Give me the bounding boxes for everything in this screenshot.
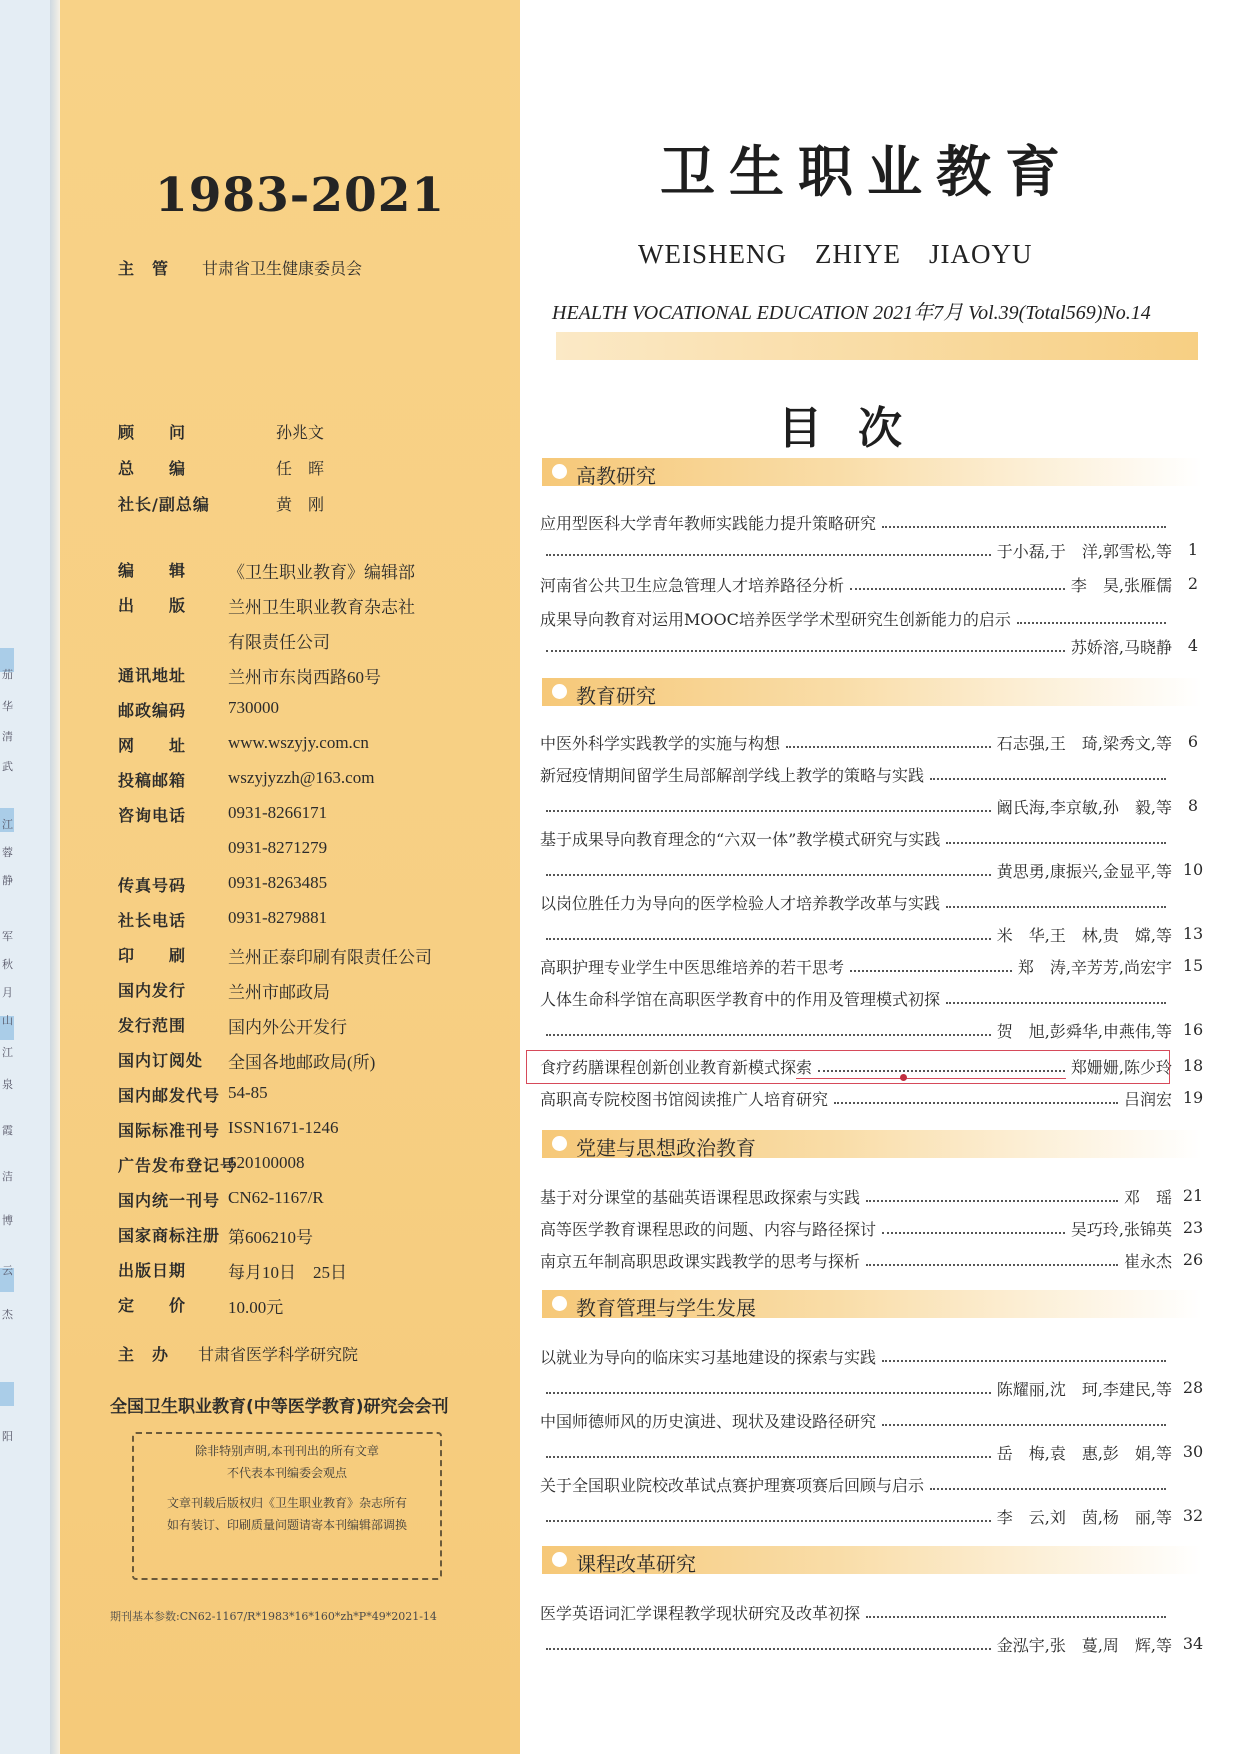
article-title: 高等医学教育课程思政的问题、内容与路径探讨 (540, 1219, 877, 1239)
dot-leader (546, 1638, 991, 1650)
spine-color-tab (0, 1382, 14, 1406)
info-value: 0931-8271279 (228, 838, 328, 857)
spine-character: 军 (2, 930, 13, 943)
page-number: 30 (1182, 1442, 1204, 1461)
page-number: 10 (1182, 860, 1204, 879)
article-authors: 黄思勇,康振兴,金显平,等 (996, 861, 1172, 881)
copyright-notice (132, 1432, 442, 1580)
bullet-icon (552, 684, 567, 699)
article-authors: 阚氏海,李京敏,孙 毅,等 (996, 797, 1172, 817)
info-value: 54-85 (228, 1083, 268, 1102)
article-title: 基于成果导向教育理念的“六双一体”教学模式研究与实践 (540, 829, 941, 849)
spine-character: 清 (2, 730, 13, 743)
page-number: 8 (1187, 796, 1199, 815)
spine-character: 武 (2, 760, 13, 773)
info-label: 出 版 (118, 596, 187, 615)
toc-section-header (542, 458, 1202, 486)
dot-leader (546, 1024, 991, 1036)
info-label: 发行范围 (118, 1016, 187, 1035)
info-label: 国内订阅处 (118, 1051, 204, 1070)
article-title: 以岗位胜任力为导向的医学检验人才培养教学改革与实践 (540, 893, 941, 913)
info-value: 0931-8263485 (228, 873, 328, 892)
info-label: 国家商标注册 (118, 1226, 221, 1245)
article-authors: 郑 涛,辛芳芳,尚宏宇 (1017, 957, 1172, 977)
info-label: 咨询电话 (118, 806, 187, 825)
highlight-underline (796, 1078, 1066, 1079)
page-number: 21 (1182, 1186, 1204, 1205)
sponsor-label: 主 办 (118, 1345, 170, 1364)
spine-character: 华 (2, 700, 13, 713)
info-label: 邮政编码 (118, 701, 187, 720)
info-value: www.wszyjy.com.cn (228, 733, 369, 752)
toc-entry-continuation (540, 858, 1172, 882)
info-value: 620100008 (228, 1153, 305, 1172)
page-number: 28 (1182, 1378, 1204, 1397)
page-number: 18 (1182, 1056, 1204, 1075)
spine-edge (50, 0, 60, 1754)
spine-character: 江 (2, 818, 13, 831)
association-line: 全国卫生职业教育(中等医学教育)研究会会刊 (110, 1397, 449, 1417)
staff-label: 总 编 (118, 459, 187, 478)
article-authors: 苏娇溶,马晓静 (1070, 637, 1172, 657)
info-label: 印 刷 (118, 946, 187, 965)
bullet-icon (552, 464, 567, 479)
dot-leader (546, 864, 991, 876)
info-value: ISSN1671-1246 (228, 1118, 339, 1137)
article-title: 河南省公共卫生应急管理人才培养路径分析 (540, 575, 845, 595)
info-value: 有限责任公司 (228, 633, 330, 652)
toc-entry-continuation (540, 1632, 1172, 1656)
article-authors: 金泓宇,张 蔓,周 辉,等 (996, 1635, 1172, 1655)
toc-section-title: 教育研究 (576, 684, 656, 708)
dot-leader (930, 768, 1166, 780)
info-label: 出版日期 (118, 1261, 187, 1280)
info-value: 每月10日 25日 (228, 1263, 347, 1282)
toc-section-title: 教育管理与学生发展 (576, 1296, 756, 1320)
info-label: 国际标准刊号 (118, 1121, 221, 1140)
article-authors: 吴巧玲,张锦英 (1070, 1219, 1172, 1239)
page-number: 1 (1187, 540, 1199, 559)
notice-line: 不代表本刊编委会观点 (226, 1466, 347, 1480)
dot-leader (882, 1222, 1065, 1234)
info-value: 730000 (228, 698, 279, 717)
article-title: 南京五年制高职思政课实践教学的思考与探析 (540, 1251, 861, 1271)
dot-leader (834, 1092, 1118, 1104)
spine-character: 杰 (2, 1308, 13, 1321)
dot-leader (866, 1254, 1118, 1266)
info-label: 国内发行 (118, 981, 187, 1000)
article-title: 新冠疫情期间留学生局部解剖学线上教学的策略与实践 (540, 765, 925, 785)
dot-leader (866, 1190, 1118, 1202)
dot-leader (946, 896, 1166, 908)
page-number: 19 (1182, 1088, 1204, 1107)
dot-leader (882, 1350, 1166, 1362)
toc-entry[interactable] (540, 826, 1172, 850)
info-value: 兰州正泰印刷有限责任公司 (228, 948, 432, 967)
page-number: 34 (1182, 1634, 1204, 1653)
dot-leader (850, 960, 1012, 972)
dot-leader (546, 800, 991, 812)
toc-entry[interactable] (540, 1600, 1172, 1624)
page-number: 6 (1187, 732, 1199, 751)
dot-leader (546, 928, 991, 940)
article-authors: 李 昊,张雁儒 (1070, 575, 1172, 595)
article-authors: 崔永杰 (1123, 1251, 1172, 1271)
info-label: 通讯地址 (118, 666, 187, 685)
info-value: 兰州卫生职业教育杂志社 (228, 598, 415, 617)
journal-title: 卫生职业教育 (660, 139, 1075, 204)
toc-entry[interactable] (540, 954, 1172, 978)
info-value: 全国各地邮政局(所) (228, 1053, 376, 1072)
article-authors: 贺 旭,彭舜华,申燕伟,等 (996, 1021, 1172, 1041)
dot-leader (946, 992, 1166, 1004)
article-authors: 岳 梅,袁 惠,彭 娟,等 (996, 1443, 1172, 1463)
bullet-icon (552, 1136, 567, 1151)
info-value: 0931-8266171 (228, 803, 328, 822)
page-number: 13 (1182, 924, 1204, 943)
article-authors: 吕润宏 (1123, 1089, 1172, 1109)
info-value: 第606210号 (228, 1228, 313, 1247)
article-authors: 邓 瑶 (1123, 1187, 1172, 1207)
toc-section-header (542, 1130, 1202, 1158)
toc-entry[interactable] (540, 890, 1172, 914)
toc-entry[interactable] (540, 1248, 1172, 1272)
info-label: 定 价 (118, 1296, 187, 1315)
toc-entry[interactable] (540, 1216, 1172, 1240)
info-label: 传真号码 (118, 876, 187, 895)
staff-value: 黄 刚 (276, 495, 325, 514)
toc-section-title: 课程改革研究 (576, 1552, 696, 1576)
info-label: 投稿邮箱 (118, 771, 187, 790)
page-number: 23 (1182, 1218, 1204, 1237)
toc-entry[interactable] (540, 1408, 1172, 1432)
article-authors: 李 云,刘 茵,杨 丽,等 (996, 1507, 1172, 1527)
toc-entry-continuation (540, 634, 1172, 658)
article-title: 中医外科学实践教学的实施与构想 (540, 733, 781, 753)
article-title: 食疗药膳课程创新创业教育新模式探索 (540, 1057, 813, 1077)
staff-label: 顾 问 (118, 423, 187, 442)
article-authors: 米 华,王 林,贵 嫦,等 (996, 925, 1172, 945)
notice-line: 除非特别声明,本刊刊出的所有文章 (195, 1444, 379, 1458)
years-heading: 1983-2021 (155, 168, 446, 223)
info-value: wszyjyzzh@163.com (228, 768, 375, 787)
info-value: 兰州市邮政局 (228, 983, 330, 1002)
toc-entry-continuation (540, 1376, 1172, 1400)
info-value: 兰州市东岗西路60号 (228, 668, 381, 687)
spine-character: 博 (2, 1214, 13, 1227)
info-value: 国内外公开发行 (228, 1018, 347, 1037)
article-title: 关于全国职业院校改革试点赛护理赛项赛后回顾与启示 (540, 1475, 925, 1495)
toc-entry-continuation (540, 794, 1172, 818)
dot-leader (786, 736, 991, 748)
article-authors: 石志强,王 琦,梁秀文,等 (996, 733, 1172, 753)
article-authors: 郑姗姗,陈少玲 (1070, 1057, 1172, 1077)
spine-character: 霞 (2, 1124, 13, 1137)
page-number: 16 (1182, 1020, 1204, 1039)
article-title: 高职高专院校图书馆阅读推广人培育研究 (540, 1089, 829, 1109)
toc-entry[interactable] (540, 762, 1172, 786)
spine-character: 静 (2, 874, 13, 887)
page-number: 15 (1182, 956, 1204, 975)
article-authors: 于小磊,于 洋,郭雪松,等 (996, 541, 1172, 561)
article-title: 高职护理专业学生中医思维培养的若干思考 (540, 957, 845, 977)
info-label: 国内统一刊号 (118, 1191, 221, 1210)
toc-entry-continuation (540, 1440, 1172, 1464)
toc-section-header (542, 1546, 1202, 1574)
dot-leader (882, 516, 1166, 528)
page-number: 32 (1182, 1506, 1204, 1525)
dot-leader (546, 1382, 991, 1394)
article-title: 医学英语词汇学课程教学现状研究及改革初探 (540, 1603, 861, 1623)
spine-character: 山 (2, 1014, 13, 1027)
toc-entry-continuation (540, 1504, 1172, 1528)
info-value: 0931-8279881 (228, 908, 328, 927)
toc-entry[interactable] (540, 986, 1172, 1010)
toc-entry-continuation (540, 538, 1172, 562)
dot-leader (546, 1510, 991, 1522)
spine-character: 云 (2, 1264, 13, 1277)
spine-character: 洁 (2, 1170, 13, 1183)
info-label: 国内邮发代号 (118, 1086, 221, 1105)
article-title: 人体生命科学馆在高职医学教育中的作用及管理模式初探 (540, 989, 941, 1009)
toc-entry[interactable] (540, 1472, 1172, 1496)
info-label: 社长电话 (118, 911, 187, 930)
notice-line: 如有装订、印刷质量问题请寄本刊编辑部调换 (166, 1518, 407, 1532)
dot-leader (546, 640, 1065, 652)
dot-leader (946, 832, 1166, 844)
article-authors: 陈耀丽,沈 珂,李建民,等 (996, 1379, 1172, 1399)
page-number: 26 (1182, 1250, 1204, 1269)
toc-section-title: 党建与思想政治教育 (576, 1136, 756, 1160)
highlight-dot (900, 1074, 907, 1081)
toc-entry[interactable] (540, 1344, 1172, 1368)
page-number: 2 (1187, 574, 1199, 593)
dot-leader (930, 1478, 1166, 1490)
masthead-info-panel (60, 0, 520, 1754)
notice-line: 文章刊载后版权归《卫生职业教育》杂志所有 (166, 1496, 407, 1510)
toc-entry[interactable] (540, 510, 1172, 534)
spine-character: 秋 (2, 958, 13, 971)
spine-character: 江 (2, 1046, 13, 1059)
dot-leader (882, 1414, 1166, 1426)
toc-entry[interactable] (540, 606, 1172, 630)
article-title: 成果导向教育对运用MOOC培养医学学术型研究生创新能力的启示 (540, 609, 1011, 629)
toc-entry[interactable] (540, 572, 1172, 596)
toc-entry[interactable] (540, 1086, 1172, 1110)
spine-character: 蓉 (2, 846, 13, 859)
toc-section-header (542, 678, 1202, 706)
dot-leader (1017, 612, 1166, 624)
toc-entry[interactable] (540, 1184, 1172, 1208)
dot-leader (546, 1446, 991, 1458)
toc-entry-continuation (540, 922, 1172, 946)
spine-character: 阳 (2, 1430, 13, 1443)
contents-page (520, 0, 1241, 1754)
spine-character: 月 (2, 986, 13, 999)
article-title: 中国师德师风的历史演进、现状及建设路径研究 (540, 1411, 877, 1431)
toc-section-title: 高教研究 (576, 464, 656, 488)
article-title: 应用型医科大学青年教师实践能力提升策略研究 (540, 513, 877, 533)
supervisor-label: 主 管 (118, 259, 170, 278)
info-label: 广告发布登记号 (118, 1156, 238, 1175)
bullet-icon (552, 1296, 567, 1311)
info-value: 《卫生职业教育》编辑部 (228, 563, 415, 582)
issue-line: HEALTH VOCATIONAL EDUCATION 2021年7月 Vol.39(Total569)No.14 (552, 302, 1151, 324)
staff-value: 任 晖 (276, 459, 325, 478)
toc-title: 目次 (778, 403, 938, 454)
spine-character: 泉 (2, 1078, 13, 1091)
bullet-icon (552, 1552, 567, 1567)
article-title: 基于对分课堂的基础英语课程思政探索与实践 (540, 1187, 861, 1207)
info-value: CN62-1167/R (228, 1188, 324, 1207)
dot-leader (546, 544, 991, 556)
info-label: 编 辑 (118, 561, 187, 580)
toc-entry[interactable] (540, 730, 1172, 754)
toc-section-header (542, 1290, 1202, 1318)
article-title: 以就业为导向的临床实习基地建设的探索与实践 (540, 1347, 877, 1367)
journal-parameters: 期刊基本参数:CN62-1167/R*1983*16*160*zh*P*49*2021-14 (110, 1610, 437, 1623)
dot-leader (850, 578, 1065, 590)
page-number: 4 (1187, 636, 1199, 655)
staff-label: 社长/副总编 (118, 495, 210, 514)
sponsor-value: 甘肃省医学科学研究院 (198, 1345, 359, 1364)
info-value: 10.00元 (228, 1298, 284, 1317)
dot-leader (866, 1606, 1166, 1618)
journal-pinyin: WEISHENG ZHIYE JIAOYU (638, 239, 1033, 269)
info-label: 网 址 (118, 736, 187, 755)
header-bar (556, 332, 1198, 360)
staff-value: 孙兆文 (276, 423, 325, 442)
toc-entry-continuation (540, 1018, 1172, 1042)
spine-character: 茄 (2, 668, 13, 681)
supervisor-value: 甘肃省卫生健康委员会 (202, 259, 363, 278)
